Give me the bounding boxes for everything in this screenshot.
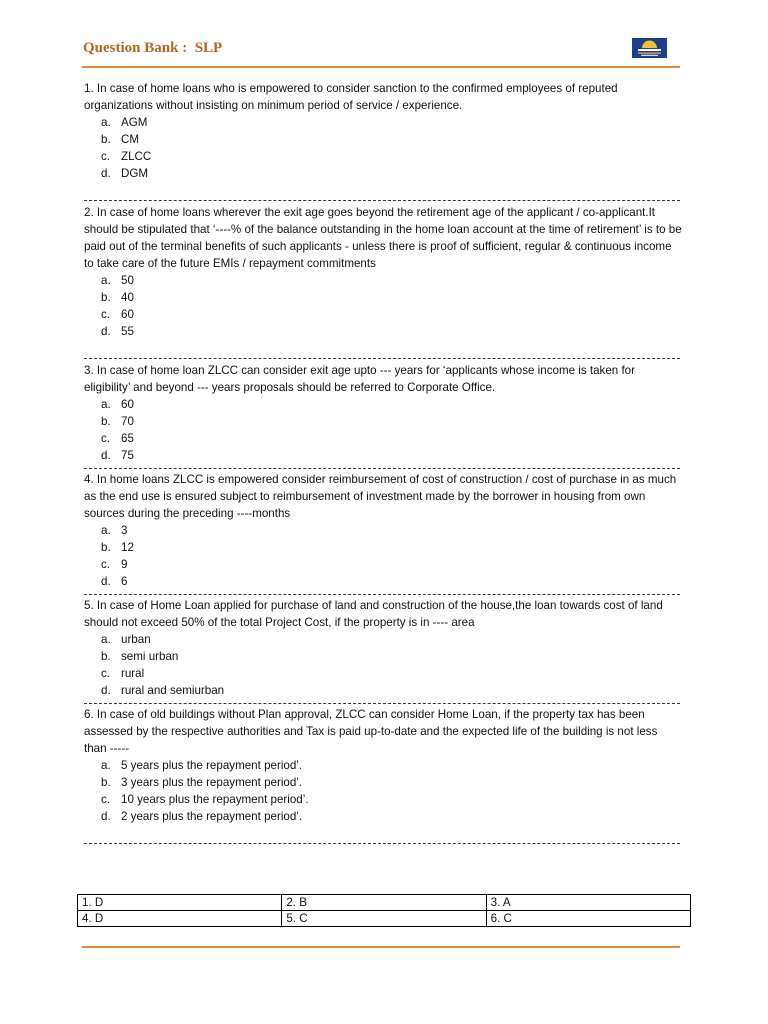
option-a bbox=[84, 631, 682, 648]
option-a bbox=[84, 396, 682, 413]
option-letter: c. bbox=[101, 150, 111, 163]
answer-cell: 1. D bbox=[78, 895, 282, 911]
option-b bbox=[84, 648, 682, 665]
question-divider bbox=[84, 464, 680, 469]
question-stem: 5. In case of Home Loan applied for purchase of land and construction of the house,the loan towards cost of land should not exceed 50% of the total Project Cost, if the property is in ---- area bbox=[84, 599, 663, 629]
option-a bbox=[84, 757, 682, 774]
option-letter: a. bbox=[101, 116, 111, 129]
option-letter: a. bbox=[101, 759, 111, 772]
option-text: semi urban bbox=[121, 650, 179, 663]
option-letter: d. bbox=[101, 684, 111, 697]
option-b bbox=[84, 539, 682, 556]
option-c bbox=[84, 556, 682, 573]
question-6 bbox=[84, 706, 682, 825]
question-5 bbox=[84, 597, 682, 699]
option-text: 9 bbox=[121, 558, 128, 571]
option-a bbox=[84, 272, 682, 289]
option-text: 3 bbox=[121, 524, 128, 537]
question-2 bbox=[84, 204, 682, 340]
option-text: 6 bbox=[121, 575, 128, 588]
question-divider bbox=[84, 825, 680, 844]
option-letter: a. bbox=[101, 398, 111, 411]
question-stem: 4. In home loans ZLCC is empowered consider reimbursement of cost of construction / cost of purchase in as much as the end use is ensured subject to reimbursement of investment made by the borrower in housing from own sources during the preceding ----months bbox=[84, 473, 677, 520]
option-text: rural bbox=[121, 667, 145, 680]
option-d bbox=[84, 682, 682, 699]
option-letter: b. bbox=[101, 133, 111, 146]
footer-rule bbox=[82, 946, 680, 948]
option-letter: d. bbox=[101, 810, 111, 823]
option-b bbox=[84, 131, 682, 148]
option-d bbox=[84, 447, 682, 464]
question-divider bbox=[84, 340, 680, 359]
option-text: DGM bbox=[121, 167, 149, 180]
table-row bbox=[78, 895, 691, 911]
option-list bbox=[84, 522, 682, 590]
option-text: 60 bbox=[121, 398, 134, 411]
answer-cell: 6. C bbox=[486, 911, 690, 927]
option-a bbox=[84, 114, 682, 131]
question-4 bbox=[84, 471, 682, 590]
option-letter: a. bbox=[101, 633, 111, 646]
question-1 bbox=[84, 80, 682, 182]
option-d bbox=[84, 165, 682, 182]
option-letter: a. bbox=[101, 274, 111, 287]
option-letter: c. bbox=[101, 558, 111, 571]
answer-key-table bbox=[77, 894, 691, 927]
question-stem: 3. In case of home loan ZLCC can consider exit age upto --- years for ‘applicants whose income is taken for eligibility’ and beyond --- years proposals should be referred to Corporate Office. bbox=[84, 364, 635, 394]
option-text: urban bbox=[121, 633, 151, 646]
question-divider bbox=[84, 182, 680, 201]
option-list bbox=[84, 114, 682, 182]
option-text: 12 bbox=[121, 541, 134, 554]
answer-cell: 2. B bbox=[282, 895, 486, 911]
option-c bbox=[84, 306, 682, 323]
option-c bbox=[84, 791, 682, 808]
option-b bbox=[84, 774, 682, 791]
option-list bbox=[84, 631, 682, 699]
option-letter: a. bbox=[101, 524, 111, 537]
option-letter: c. bbox=[101, 308, 111, 321]
option-text: 2 years plus the repayment period’. bbox=[121, 810, 303, 823]
option-text: 75 bbox=[121, 449, 134, 462]
option-text: CM bbox=[121, 133, 140, 146]
option-letter: c. bbox=[101, 432, 111, 445]
option-d bbox=[84, 573, 682, 590]
option-text: 40 bbox=[121, 291, 134, 304]
option-letter: b. bbox=[101, 415, 111, 428]
option-d bbox=[84, 808, 682, 825]
option-text: 50 bbox=[121, 274, 134, 287]
question-divider bbox=[84, 699, 680, 704]
option-a bbox=[84, 522, 682, 539]
option-d bbox=[84, 323, 682, 340]
question-stem: 1. In case of home loans who is empowered to consider sanction to the confirmed employees of reputed organizations without insisting on minimum period of service / experience. bbox=[84, 82, 618, 112]
option-list bbox=[84, 757, 682, 825]
option-letter: d. bbox=[101, 167, 111, 180]
question-3 bbox=[84, 362, 682, 464]
option-c bbox=[84, 665, 682, 682]
bank-logo-icon bbox=[632, 38, 667, 58]
question-list bbox=[84, 80, 682, 847]
option-text: 55 bbox=[121, 325, 134, 338]
answer-cell: 3. A bbox=[486, 895, 690, 911]
option-text: 70 bbox=[121, 415, 134, 428]
option-b bbox=[84, 289, 682, 306]
option-letter: b. bbox=[101, 541, 111, 554]
option-text: 65 bbox=[121, 432, 134, 445]
option-list bbox=[84, 272, 682, 340]
table-row bbox=[78, 911, 691, 927]
question-stem: 6. In case of old buildings without Plan approval, ZLCC can consider Home Loan, if the property tax has been assessed by the respective authorities and Tax is paid up-to-date and the expected life of the building is not less than ----- bbox=[84, 708, 658, 755]
option-list bbox=[84, 396, 682, 464]
option-c bbox=[84, 148, 682, 165]
question-divider bbox=[84, 590, 680, 595]
option-text: 10 years plus the repayment period’. bbox=[121, 793, 309, 806]
option-letter: b. bbox=[101, 650, 111, 663]
option-letter: c. bbox=[101, 667, 111, 680]
option-text: AGM bbox=[121, 116, 148, 129]
answer-cell: 4. D bbox=[78, 911, 282, 927]
option-letter: d. bbox=[101, 325, 111, 338]
option-letter: b. bbox=[101, 291, 111, 304]
option-letter: b. bbox=[101, 776, 111, 789]
option-text: rural and semiurban bbox=[121, 684, 225, 697]
option-letter: c. bbox=[101, 793, 111, 806]
page-title: Question Bank : SLP bbox=[83, 40, 223, 56]
option-letter: d. bbox=[101, 575, 111, 588]
option-text: 3 years plus the repayment period’. bbox=[121, 776, 303, 789]
option-letter: d. bbox=[101, 449, 111, 462]
option-c bbox=[84, 430, 682, 447]
option-b bbox=[84, 413, 682, 430]
answer-cell: 5. C bbox=[282, 911, 486, 927]
option-text: ZLCC bbox=[121, 150, 152, 163]
option-text: 60 bbox=[121, 308, 134, 321]
question-stem: 2. In case of home loans wherever the exit age goes beyond the retirement age of the applicant / co-applicant.It should be stipulated that ‘----% of the balance outstanding in the home loan account at the time of retirement’ is to be paid out of the terminal benefits of such applicants - unless there is proof of sufficient, regular & continuous income to take care of the future EMIs / repayment commitments bbox=[84, 206, 682, 270]
option-text: 5 years plus the repayment period’. bbox=[121, 759, 303, 772]
header-rule bbox=[82, 66, 680, 68]
